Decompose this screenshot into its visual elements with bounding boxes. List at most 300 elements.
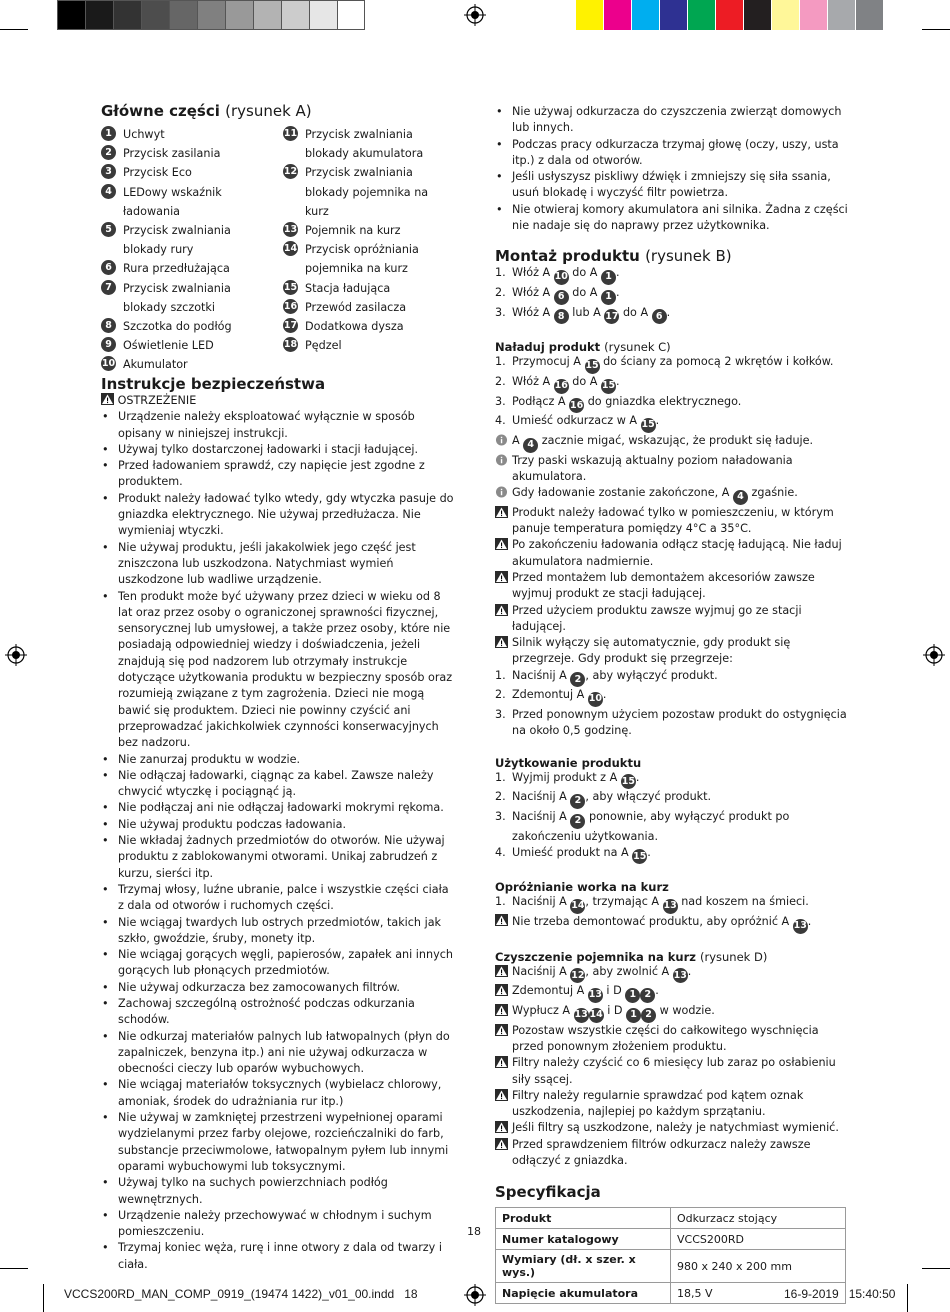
list-item: • Używaj tylko na suchych powierzchniach podłóg wewnętrznych.: [101, 1175, 456, 1208]
text-run: do ściany za pomocą 2 wkrętów i kołków.: [603, 355, 834, 369]
part-item: [101, 125, 277, 144]
spec-value: Odkurzacz stojący: [671, 1208, 846, 1229]
part-number-badge: 7: [101, 280, 116, 295]
text-run: A: [512, 433, 520, 447]
text-run: do A: [572, 374, 598, 388]
list-item: • Nie odkurzaj materiałów palnych lub łatwopalnych (płyn do zapalniczek, benzyna itp.) ani nie używaj odkurzacza w obecności cieczy lub oparów wybuchowych.: [101, 1029, 456, 1078]
part-label: Przycisk zwalniania blokady szczotki: [123, 281, 231, 314]
part-number-badge: 2: [570, 672, 585, 687]
step-item: [495, 668, 850, 688]
warning-note: [495, 1055, 850, 1088]
part-item: [101, 355, 277, 374]
text-run: .: [647, 845, 651, 859]
part-label: Przycisk zwalniania blokady pojemnika na kurz: [305, 166, 429, 218]
text-run: , trzymając A: [585, 895, 660, 909]
text-run: nad koszem na śmieci.: [681, 895, 809, 909]
warning-text: Silnik wyłączy się automatycznie, gdy produkt się przegrzeje. Gdy produkt się przegrzeje:: [512, 636, 791, 666]
part-item: [283, 240, 455, 278]
warning-note: [495, 964, 850, 984]
text-run: Naciśnij A: [512, 790, 567, 804]
gray-swatch: [197, 0, 225, 30]
warning-text: Jeśli filtry są uszkodzone, należy je natychmiast wymienić.: [512, 1121, 839, 1135]
list-item: • Używaj tylko dostarczonej ładowarki i stacji ładującej.: [101, 442, 456, 458]
spec-key: Wymiary (dł. x szer. x wys.): [496, 1250, 671, 1283]
step-number: 2.: [495, 790, 506, 804]
clean-steps: [495, 964, 850, 1170]
spec-heading: Specyfikacja: [495, 1183, 601, 1202]
step-item: [495, 845, 850, 865]
part-number-badge: 4: [101, 184, 116, 199]
spec-value: 18,5 V: [671, 1283, 846, 1304]
spec-row: [496, 1250, 846, 1283]
part-number-badge: 15: [641, 418, 656, 433]
part-number-badge: 1: [601, 290, 616, 305]
part-item: [101, 259, 277, 278]
part-number-badge: 4: [523, 438, 538, 453]
warning-text: Przed sprawdzeniem filtrów odkurzacz należy zawsze odłączyć z gniazdka.: [512, 1137, 811, 1168]
part-label: Pojemnik na kurz: [305, 224, 401, 238]
text-run: Włóż A: [512, 305, 551, 319]
part-number-badge: 15: [632, 849, 647, 864]
color-swatch: [660, 0, 688, 30]
part-number-badge: 14: [570, 899, 585, 914]
part-number-badge: 2: [570, 794, 585, 809]
list-item: • Nie używaj odkurzacza bez zamocowanych filtrów.: [101, 980, 456, 996]
part-item: [101, 336, 277, 355]
gray-swatch: [281, 0, 309, 30]
warning-icon: [495, 538, 508, 550]
text-run: , aby zwolnić A: [585, 964, 670, 978]
warning-note: [495, 1023, 850, 1056]
text-run: Umieść odkurzacz w A: [512, 414, 638, 428]
part-number-badge: 14: [283, 241, 298, 256]
text-run: Naciśnij A: [512, 809, 567, 823]
process-color-bar: [576, 0, 884, 30]
step-number: 3.: [495, 809, 506, 823]
list-item: • Nie zanurzaj produktu w wodzie.: [101, 752, 456, 768]
text-run: Zdemontuj A: [512, 688, 585, 702]
step-item: [495, 285, 850, 305]
safety-list: [101, 409, 456, 1273]
warning-text: Filtry należy regularnie sprawdzać pod kątem oznak uszkodzenia, najlepiej po każdym sprzątaniu.: [512, 1088, 804, 1119]
text-run: .: [655, 414, 660, 428]
part-number-badge: 9: [101, 337, 116, 352]
warning-note: [495, 505, 850, 538]
charge-steps: [495, 354, 850, 433]
footer-timestamp: 16-9-2019 15:40:50: [784, 1287, 896, 1301]
part-number-badge: 1: [101, 126, 116, 141]
step-number: 2.: [495, 374, 506, 388]
gray-swatch: [169, 0, 197, 30]
color-swatch: [856, 0, 884, 30]
list-item: • Nie używaj odkurzacza do czyszczenia zwierząt domowych lub innych.: [495, 104, 850, 137]
list-item: • Trzymaj koniec węża, rurę i inne otwory z dala od twarzy i ciała.: [101, 1240, 456, 1273]
part-number-badge: 2: [640, 988, 655, 1003]
crop-mark: [922, 1268, 950, 1269]
part-number-badge: 13: [793, 919, 808, 934]
text-run: Włóż A: [512, 374, 551, 388]
part-number-badge: 4: [733, 490, 748, 505]
crop-mark: [907, 1284, 908, 1312]
part-label: Akumulator: [123, 358, 188, 372]
warning-note: [495, 983, 850, 1003]
part-number-badge: 6: [101, 260, 116, 275]
part-label: Przycisk zwalniania blokady akumulatora: [305, 128, 424, 161]
step-number: 1.: [495, 266, 506, 280]
step-item: [495, 394, 850, 414]
color-swatch: [800, 0, 828, 30]
spec-value: VCCS200RD: [671, 1229, 846, 1250]
text-run: .: [616, 374, 620, 388]
part-number-badge: 16: [283, 299, 298, 314]
text-run: .: [687, 964, 692, 978]
part-label: Uchwyt: [123, 128, 165, 141]
info-icon: [495, 434, 508, 446]
registration-mark-icon: [923, 644, 945, 666]
crop-mark: [0, 1268, 28, 1269]
step-item: [495, 265, 850, 285]
warning-icon: [495, 506, 508, 518]
part-number-badge: 6: [554, 290, 569, 305]
warning-note: [495, 635, 850, 668]
part-number-badge: 13: [663, 899, 678, 914]
list-item: • Trzymaj włosy, luźne ubranie, palce i wszystkie części ciała z dala od otworów i ruchomych części.: [101, 882, 456, 915]
step-number: 3.: [495, 305, 506, 319]
warning-icon: [495, 636, 508, 648]
gray-swatch: [141, 0, 169, 30]
step-number: 1.: [495, 355, 506, 369]
color-swatch: [604, 0, 632, 30]
clean-heading: Czyszczenie pojemnika na kurz (rysunek D): [495, 949, 768, 964]
part-item: [101, 221, 277, 259]
info-icon: [495, 486, 508, 498]
part-item: [283, 279, 455, 298]
gray-swatch: [225, 0, 253, 30]
part-label: Rura przedłużająca: [123, 262, 230, 276]
text-run: zacznie migać, wskazując, że produkt się ładuje.: [541, 433, 814, 447]
list-item: • Nie wkładaj żadnych przedmiotów do otworów. Nie używaj produktu z zablokowanymi otworami. Unikaj zabrudzeń z kurzu, sierści itp.: [101, 833, 456, 882]
registration-mark-icon: [464, 4, 486, 26]
list-item: • Produkt należy ładować tylko wtedy, gdy wtyczka pasuje do gniazdka elektrycznego. Nie używaj przedłużacza. Nie wymieniaj wtyczki.: [101, 491, 456, 540]
warning-icon: [495, 984, 508, 996]
text-run: .: [635, 770, 640, 784]
part-item: [283, 163, 455, 221]
text-run: Umieść produkt na A: [512, 845, 629, 859]
page-number: 18: [467, 1225, 481, 1238]
parts-column-2: [283, 125, 455, 355]
warning-icon: [495, 1024, 508, 1036]
part-label: Stacja ładująca: [305, 281, 391, 295]
text-run: .: [655, 984, 659, 998]
part-number-badge: 1: [626, 1008, 641, 1023]
spec-key: Napięcie akumulatora: [496, 1283, 671, 1304]
part-number-badge: 15: [601, 379, 616, 394]
step-item: [495, 770, 850, 790]
step-number: 3.: [495, 707, 506, 721]
warning-label: OSTRZEŻENIE: [101, 393, 456, 409]
list-item: • Jeśli usłyszysz piskliwy dźwięk i zmniejszy się siła ssania, usuń blokadę i wyczyść filtr powietrza.: [495, 169, 850, 202]
empty-heading: Opróżnianie worka na kurz: [495, 880, 669, 895]
text-run: .: [616, 266, 620, 280]
warning-note: [495, 1137, 850, 1170]
color-swatch: [716, 0, 744, 30]
part-label: Przycisk opróżniania pojemnika na kurz: [305, 243, 419, 276]
gray-swatch: [253, 0, 281, 30]
text-run: Przed ponownym użyciem pozostaw produkt do ostygnięcia na około 0,5 godzinę.: [512, 707, 847, 738]
text-run: Naciśnij A: [512, 964, 567, 978]
color-swatch: [688, 0, 716, 30]
warning-note: [495, 1120, 850, 1136]
list-item: • Podczas pracy odkurzacza trzymaj głowę (oczy, uszy, usta itp.) z dala od otworów.: [495, 137, 850, 170]
part-item: [283, 125, 455, 163]
list-item: • Nie używaj produktu podczas ładowania.: [101, 817, 456, 833]
part-item: [101, 144, 277, 163]
assembly-heading: Montaż produktu (rysunek B): [495, 247, 732, 266]
part-item: [283, 221, 455, 240]
part-number-badge: 8: [554, 309, 569, 324]
part-number-badge: 16: [554, 379, 569, 394]
color-swatch: [576, 0, 604, 30]
list-item: • Nie wciągaj materiałów toksycznych (wybielacz chlorowy, amoniak, środek do udrażniania rur itp.): [101, 1077, 456, 1110]
text-run: do A: [572, 286, 598, 300]
part-number-badge: 15: [621, 774, 636, 789]
color-swatch: [828, 0, 856, 30]
part-item: [283, 336, 455, 355]
warning-icon: [495, 571, 508, 583]
use-heading: Użytkowanie produktu: [495, 755, 642, 770]
list-item: • Nie używaj w zamkniętej przestrzeni wypełnionej oparami wydzielanymi przez farby olejowe, rozcieńczalniki do farb, substancje przeciwmolowe, łatwopalnym pyłem lub innymi oparami wybuchowymi lub toksycznymi.: [101, 1110, 456, 1175]
warning-icon: [495, 965, 508, 977]
part-number-badge: 3: [101, 164, 116, 179]
step-item: [495, 789, 850, 809]
text-run: zgaśnie.: [751, 486, 798, 500]
spec-key: Numer katalogowy: [496, 1229, 671, 1250]
footer-file-info: VCCS200RD_MAN_COMP_0919_(19474 1422)_v01_00.indd 18: [64, 1287, 418, 1301]
text-run: Wyjmij produkt z A: [512, 770, 618, 784]
color-swatch: [632, 0, 660, 30]
text-run: do A: [622, 305, 649, 319]
gray-swatch: [337, 0, 365, 30]
part-label: Szczotka do podłóg: [123, 320, 232, 334]
list-item: • Nie podłączaj ani nie odłączaj ładowarki mokrymi rękoma.: [101, 800, 456, 816]
step-number: 3.: [495, 394, 506, 408]
text-run: Wypłucz A: [512, 1004, 571, 1017]
text-run: , aby włączyć produkt.: [585, 790, 712, 804]
parts-list: [101, 125, 456, 372]
use-steps: [495, 770, 850, 865]
list-item: • Przed ładowaniem sprawdź, czy napięcie jest zgodne z produktem.: [101, 458, 456, 491]
part-number-badge: 12: [283, 164, 298, 179]
text-run: Gdy ładowanie zostanie zakończone, A: [512, 486, 730, 500]
list-item: • Nie wciągaj twardych lub ostrych przedmiotów, takich jak szkło, gwoździe, śruby, monety itp.: [101, 915, 456, 948]
part-number-badge: 5: [101, 222, 116, 237]
text-run: Podłącz A: [512, 394, 566, 408]
part-label: Przycisk Eco: [123, 166, 192, 180]
part-number-badge: 14: [589, 1008, 604, 1023]
step-number: 1.: [495, 770, 506, 784]
step-item: [495, 809, 850, 845]
warning-note: [495, 570, 850, 603]
warning-note: [495, 1003, 850, 1023]
step-item: [495, 305, 850, 325]
text-run: Trzy paski wskazują aktualny poziom naładowania akumulatora.: [512, 453, 793, 483]
text-run: Włóż A: [512, 266, 551, 280]
charge-warnings: [495, 505, 850, 668]
part-number-badge: 1: [625, 988, 640, 1003]
part-number-badge: 13: [283, 222, 298, 237]
list-item: • Ten produkt może być używany przez dzieci w wieku od 8 lat oraz przez osoby o ograniczonej sprawności fizycznej, sensorycznej lub umysłowej, a także przez osoby, które nie posiadają odpowiedniej wiedzy i doświadczenia, jeżeli znajdują się pod nadzorem lub otrzymały instrukcje dotyczące użytkowania produktu w bezpieczny sposób oraz rozumieją związane z tym zagrożenia. Dzieci nie mogą bawić się produktem. Dzieci nie powinny czyścić ani przeprowadzać jakichkolwiek czynności konserwacyjnych bez nadzoru.: [101, 589, 456, 752]
warning-icon: [495, 1089, 508, 1101]
part-item: [101, 317, 277, 336]
warning-icon: [495, 1138, 508, 1150]
warning-icon: [101, 393, 114, 405]
parts-column-1: [101, 125, 277, 375]
part-number-badge: 2: [570, 814, 585, 829]
part-number-badge: 10: [554, 270, 569, 285]
part-label: Pędzel: [305, 339, 342, 353]
list-item: • Nie używaj produktu, jeśli jakakolwiek jego część jest zniszczona lub uszkodzona. Natychmiast wymień uszkodzone lub wadliwe urządzenie.: [101, 540, 456, 589]
part-number-badge: 10: [588, 692, 603, 707]
step-item: [495, 707, 850, 740]
part-number-badge: 2: [101, 145, 116, 160]
text-run: lub A: [572, 305, 601, 319]
text-run: Nie trzeba demontować produktu, aby opróżnić A: [512, 915, 790, 929]
spec-row: [496, 1229, 846, 1250]
assembly-steps: [495, 265, 850, 324]
info-note: [495, 453, 850, 486]
warning-icon: [495, 1056, 508, 1068]
part-label: LEDowy wskaźnik ładowania: [123, 185, 222, 218]
part-item: [101, 183, 277, 221]
registration-mark-icon: [5, 644, 27, 666]
text-run: i D: [607, 1004, 623, 1017]
registration-mark-icon: [464, 1284, 486, 1306]
info-note: [495, 485, 850, 505]
warning-text: Przed montażem lub demontażem akcesoriów zawsze wyjmuj produkt ze stacji ładującej.: [512, 570, 815, 601]
list-item: • Urządzenie należy przechowywać w chłodnym i suchym pomieszczeniu.: [101, 1208, 456, 1241]
charge-heading: Naładuj produkt (rysunek C): [495, 340, 671, 355]
warning-text: Przed użyciem produktu zawsze wyjmuj go ze stacji ładującej.: [512, 603, 802, 633]
part-item: [101, 279, 277, 317]
text-run: .: [807, 915, 812, 929]
warning-text: Pozostaw wszystkie części do całkowitego wyschnięcia przed ponownym złożeniem produktu.: [512, 1023, 819, 1053]
part-number-badge: 13: [588, 988, 603, 1003]
part-label: Dodatkowa dysza: [305, 320, 404, 334]
text-run: do A: [572, 266, 598, 280]
crop-mark: [922, 29, 950, 30]
step-item: [495, 687, 850, 707]
warning-icon: [495, 1121, 508, 1133]
text-run: i D: [606, 984, 622, 998]
text-run: Włóż A: [512, 286, 551, 300]
gray-swatch: [57, 0, 85, 30]
warning-icon: [495, 604, 508, 616]
part-item: [283, 317, 455, 336]
left-column: [101, 102, 456, 1273]
text-run: .: [602, 688, 607, 702]
warning-note: [495, 1088, 850, 1121]
part-label: Przewód zasilacza: [305, 300, 407, 314]
info-note: [495, 433, 850, 453]
part-number-badge: 15: [283, 280, 298, 295]
safety-list-continued: [495, 104, 850, 234]
warning-icon: [495, 1004, 508, 1016]
charge-info-notes: [495, 433, 850, 505]
spec-value: 980 x 240 x 200 mm: [671, 1250, 846, 1283]
step-number: 4.: [495, 414, 506, 428]
step-item: [495, 354, 850, 374]
step-number: 2.: [495, 286, 506, 300]
part-number-badge: 8: [101, 318, 116, 333]
text-run: Przymocuj A: [512, 355, 581, 369]
info-icon: [495, 454, 508, 466]
step-item: [495, 374, 850, 394]
text-run: w wodzie.: [659, 1004, 715, 1017]
step-number: 1.: [495, 895, 506, 909]
warning-note: [495, 914, 850, 934]
warning-icon: [495, 914, 508, 926]
part-item: [101, 163, 277, 182]
part-number-badge: 10: [101, 356, 116, 371]
step-number: 2.: [495, 688, 506, 702]
part-number-badge: 11: [283, 126, 298, 141]
gray-swatch: [309, 0, 337, 30]
safety-heading: Instrukcje bezpieczeństwa: [101, 375, 326, 393]
part-number-badge: 6: [652, 309, 667, 324]
list-item: • Zachowaj szczególną ostrożność podczas odkurzania schodów.: [101, 996, 456, 1029]
part-number-badge: 13: [574, 1008, 589, 1023]
gray-swatch: [113, 0, 141, 30]
text-run: , aby wyłączyć produkt.: [585, 668, 718, 682]
overheat-steps: [495, 668, 850, 740]
right-column: [495, 104, 850, 1304]
step-number: 1.: [495, 668, 506, 682]
list-item: • Nie wciągaj gorących węgli, papierosów, zapałek ani innych gorących lub płonących przedmiotów.: [101, 947, 456, 980]
part-label: Przycisk zasilania: [123, 147, 221, 161]
text-run: .: [616, 286, 620, 300]
step-item: [495, 413, 850, 433]
text-run: ponownie, aby wyłączyć produkt po zakończeniu użytkowania.: [512, 809, 790, 843]
part-number-badge: 18: [283, 337, 298, 352]
part-number-badge: 12: [570, 968, 585, 983]
part-number-badge: 17: [283, 318, 298, 333]
text-run: do gniazdka elektrycznego.: [587, 394, 742, 408]
part-label: Przycisk zwalniania blokady rury: [123, 224, 231, 257]
text-run: Naciśnij A: [512, 668, 567, 682]
part-item: [283, 298, 455, 317]
warning-text: Po zakończeniu ładowania odłącz stację ładującą. Nie ładuj akumulatora nadmiernie.: [512, 538, 842, 568]
spec-row: [496, 1208, 846, 1229]
part-number-badge: 17: [604, 309, 619, 324]
list-item: • Nie odłączaj ładowarki, ciągnąc za kabel. Zawsze należy chwycić wtyczkę i pociągnąć ją.: [101, 768, 456, 801]
crop-mark: [43, 1284, 44, 1312]
part-number-badge: 16: [569, 398, 584, 413]
gray-swatch: [85, 0, 113, 30]
grayscale-color-bar: [57, 0, 365, 30]
spec-key: Produkt: [496, 1208, 671, 1229]
warning-note: [495, 603, 850, 636]
list-item: • Nie otwieraj komory akumulatora ani silnika. Żadna z części nie nadaje się do naprawy przez użytkownika.: [495, 202, 850, 235]
crop-mark: [0, 29, 28, 30]
warning-note: [495, 537, 850, 570]
text-run: Naciśnij A: [512, 895, 567, 909]
part-label: Oświetlenie LED: [123, 339, 214, 353]
part-number-badge: 2: [641, 1008, 656, 1023]
list-item: • Urządzenie należy eksploatować wyłącznie w sposób opisany w niniejszej instrukcji.: [101, 409, 456, 442]
empty-steps: [495, 894, 850, 933]
part-number-badge: 15: [585, 359, 600, 374]
text-run: .: [666, 305, 671, 319]
